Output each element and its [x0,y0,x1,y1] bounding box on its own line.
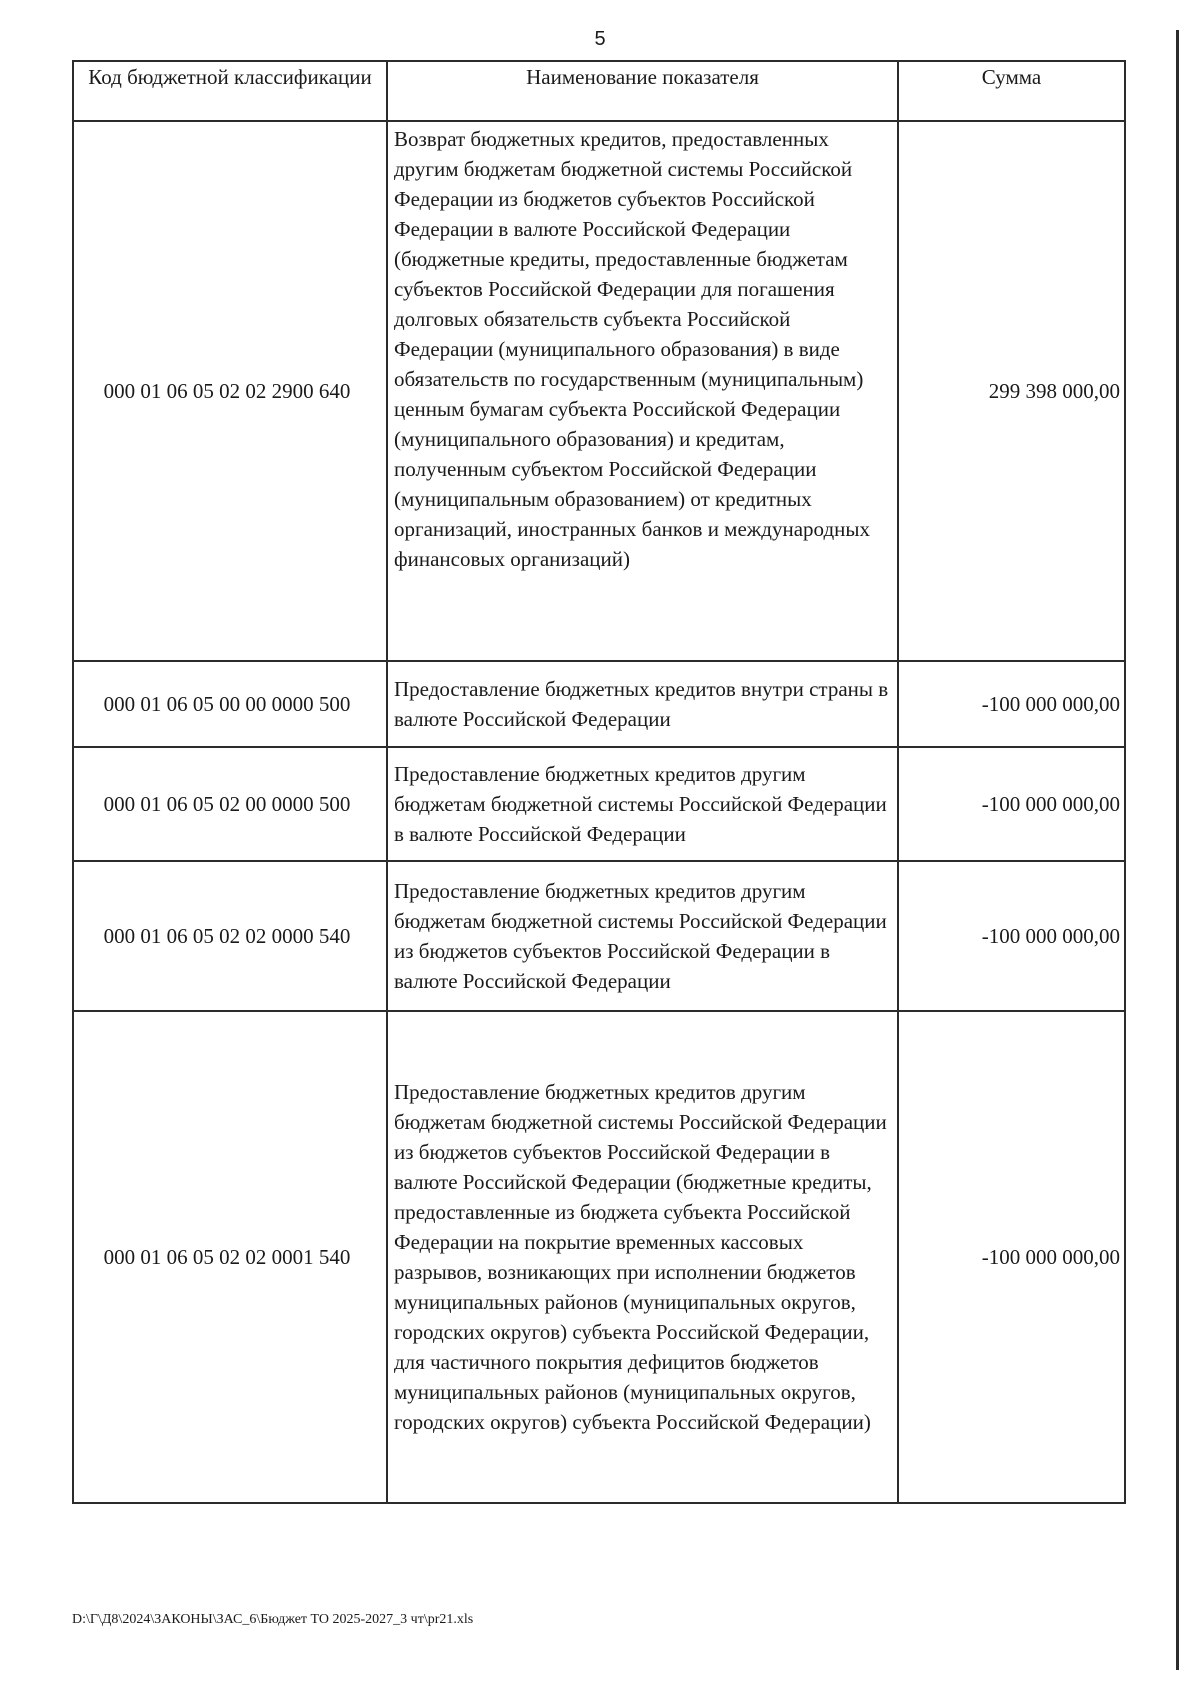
row-sum: -100 000 000,00 [898,747,1125,861]
table-row [73,861,1125,1011]
header-sum: Сумма [898,61,1125,121]
table-row [73,1011,1125,1503]
row-name: Возврат бюджетных кредитов, предоставленных другим бюджетам бюджетной системы Российской Федерации из бюджетов субъектов Российской Федерации в валюте Российской Федерации (бюджетные кредиты, предоставленные бюджетам субъектов Российской Федерации для погашения долговых обязательств субъекта Российской Федерации (муниципального образования) в виде обязательств по государственным (муниципальным) ценным бумагам субъекта Российской Федерации (муниципального образования) и кредитам, полученным субъектом Российской Федерации (муниципальным образованием) от кредитных организаций, иностранных банков и международных финансовых организаций) [387,121,898,661]
row-code: 000 01 06 05 02 02 0001 540 [73,1011,387,1503]
header-name: Наименование показателя [387,61,898,121]
table-row [73,747,1125,861]
page-number: 5 [594,28,606,50]
row-code: 000 01 06 05 02 00 0000 500 [73,747,387,861]
table-row [73,121,1125,661]
row-name: Предоставление бюджетных кредитов другим бюджетам бюджетной системы Российской Федерации в валюте Российской Федерации [387,747,898,861]
header-code: Код бюджетной классификации [73,61,387,121]
row-name: Предоставление бюджетных кредитов внутри страны в валюте Российской Федерации [387,661,898,747]
row-code: 000 01 06 05 00 00 0000 500 [73,661,387,747]
scan-edge-line [1176,30,1179,1670]
footer-file-path: D:\Г\Д8\2024\ЗАКОНЫ\ЗАС_6\Бюджет ТО 2025-2027_3 чт\pr21.xls [72,1612,474,1627]
row-name: Предоставление бюджетных кредитов другим бюджетам бюджетной системы Российской Федерации из бюджетов субъектов Российской Федерации в валюте Российской Федерации (бюджетные кредиты, предоставленные из бюджета субъекта Российской Федерации на покрытие временных кассовых разрывов, возникающих при исполнении бюджетов муниципальных районов (муниципальных округов, городских округов) субъекта Российской Федерации, для частичного покрытия дефицитов бюджетов муниципальных районов (муниципальных округов, городских округов) субъекта Российской Федерации) [387,1011,898,1503]
budget-table [72,60,1126,1504]
row-code: 000 01 06 05 02 02 0000 540 [73,861,387,1011]
table-header-row [73,61,1125,121]
row-sum: -100 000 000,00 [898,1011,1125,1503]
row-name: Предоставление бюджетных кредитов другим бюджетам бюджетной системы Российской Федерации из бюджетов субъектов Российской Федерации в валюте Российской Федерации [387,861,898,1011]
row-code: 000 01 06 05 02 02 2900 640 [73,121,387,661]
row-sum: 299 398 000,00 [898,121,1125,661]
row-sum: -100 000 000,00 [898,661,1125,747]
table-row [73,661,1125,747]
row-sum: -100 000 000,00 [898,861,1125,1011]
